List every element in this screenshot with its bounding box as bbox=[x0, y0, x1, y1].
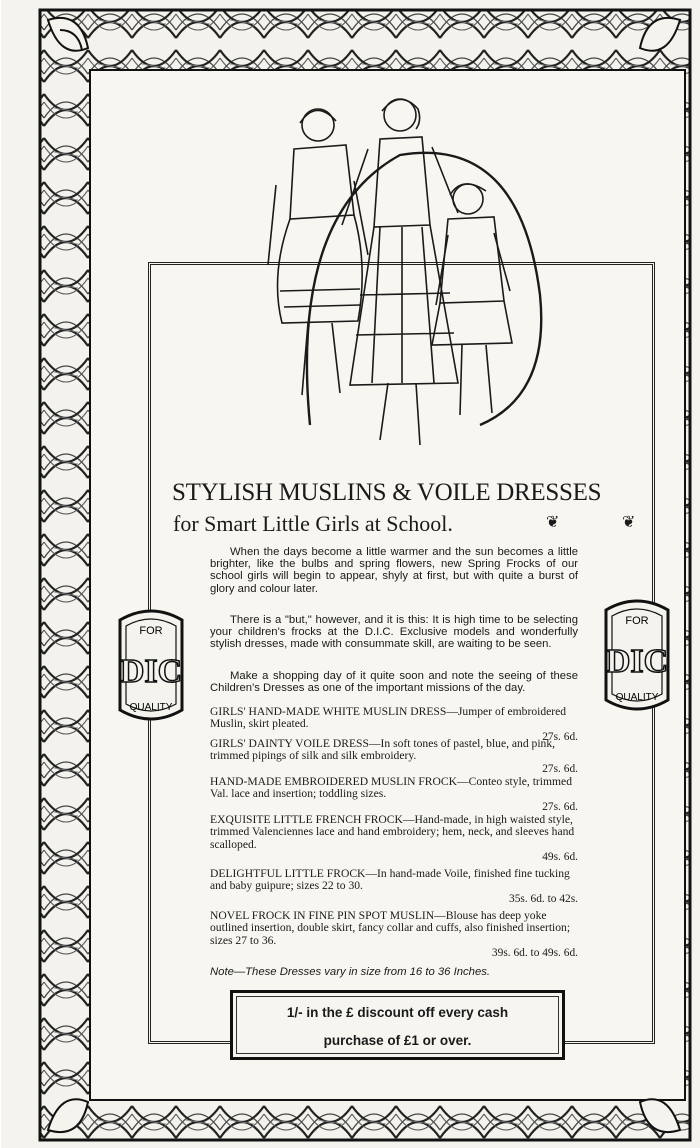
badge-quality-text: QUALITY bbox=[615, 692, 659, 703]
product-name: DELIGHTFUL LITTLE FROCK bbox=[210, 867, 366, 880]
product-name: EXQUISITE LITTLE FRENCH FROCK bbox=[210, 813, 403, 826]
product-description: —In hand-made Voile, finished fine tucking and baby guipure; sizes 22 to 30. bbox=[210, 867, 570, 893]
product-name: GIRLS' DAINTY VOILE DRESS bbox=[210, 737, 369, 750]
badge-for-text: FOR bbox=[139, 625, 163, 637]
product-price: 27s. 6d. bbox=[542, 800, 578, 813]
product-description: —Blouse has deep yoke outlined insertion, double skirt, fancy collar and cuffs, also finished insertion; sizes 27 to 36. bbox=[210, 909, 571, 947]
dic-quality-badge bbox=[598, 596, 676, 714]
product-description: —Conteo style, trimmed Val. lace and insertion; toddling sizes. bbox=[210, 775, 572, 801]
flourish-ornament: ❦ bbox=[546, 514, 560, 531]
product-price: 27s. 6d. bbox=[542, 730, 578, 743]
intro-paragraph: Make a shopping day of it quite soon and note the seeing of these Children's Dresses as one of the important missions of the day. bbox=[210, 670, 578, 695]
product-price: 49s. 6d. bbox=[542, 851, 578, 864]
product-name: NOVEL FROCK IN FINE PIN SPOT MUSLIN bbox=[210, 909, 435, 922]
product-item bbox=[210, 910, 578, 960]
intro-paragraph: There is a "but," however, and it is this: It is high time to be selecting your children's frocks at the D.I.C. Exclusive models and wonderfully stylish dresses, made with consummate skill, are waiting to be seen. bbox=[210, 614, 578, 651]
badge-for-text: FOR bbox=[625, 615, 649, 627]
cash-discount-box bbox=[230, 990, 565, 1060]
product-name: GIRLS' HAND-MADE WHITE MUSLIN DRESS bbox=[210, 705, 447, 718]
product-item bbox=[210, 776, 578, 813]
subheadline: for Smart Little Girls at School. bbox=[173, 511, 453, 536]
dic-quality-badge bbox=[112, 606, 190, 724]
intro-paragraph: When the days become a little warmer and the sun becomes a little brighter, like the bulbs and spring flowers, new Spring Frocks of our school girls will begin to appear, shyly at first, but with quite a burst of glory and colour later. bbox=[210, 546, 578, 595]
product-price: 27s. 6d. bbox=[542, 762, 578, 775]
product-description: —In soft tones of pastel, blue, and pink, trimmed pipings of silk and silk embroidery. bbox=[210, 737, 556, 763]
headline: STYLISH MUSLINS & VOILE DRESSES bbox=[172, 479, 602, 506]
cash-offer-line: purchase of £1 or over. bbox=[323, 1033, 472, 1048]
product-description: —Hand-made, in high waisted style, trimmed Valenciennes lace and hand embroidery; hem, neck, and sleeves hand scalloped. bbox=[210, 813, 575, 851]
badge-quality-text: QUALITY bbox=[129, 702, 173, 713]
badge-letters: DIC bbox=[605, 643, 669, 680]
size-note: Note—These Dresses vary in size from 16 to 36 Inches. bbox=[210, 966, 491, 978]
product-item bbox=[210, 814, 578, 864]
badge-letters: DIC bbox=[119, 653, 183, 690]
product-price: 39s. 6d. to 49s. 6d. bbox=[491, 947, 578, 960]
product-price: 35s. 6d. to 42s. bbox=[509, 892, 578, 905]
girls-dresses-illustration bbox=[250, 95, 550, 475]
product-description: —Jumper of embroidered Muslin, skirt pleated. bbox=[210, 705, 567, 731]
flourish-ornament: ❦ bbox=[622, 514, 636, 531]
product-name: HAND-MADE EMBROIDERED MUSLIN FROCK bbox=[210, 775, 458, 788]
product-item bbox=[210, 738, 578, 775]
product-item bbox=[210, 868, 578, 905]
cash-offer-line: 1/- in the £ discount off every cash bbox=[286, 1005, 509, 1020]
